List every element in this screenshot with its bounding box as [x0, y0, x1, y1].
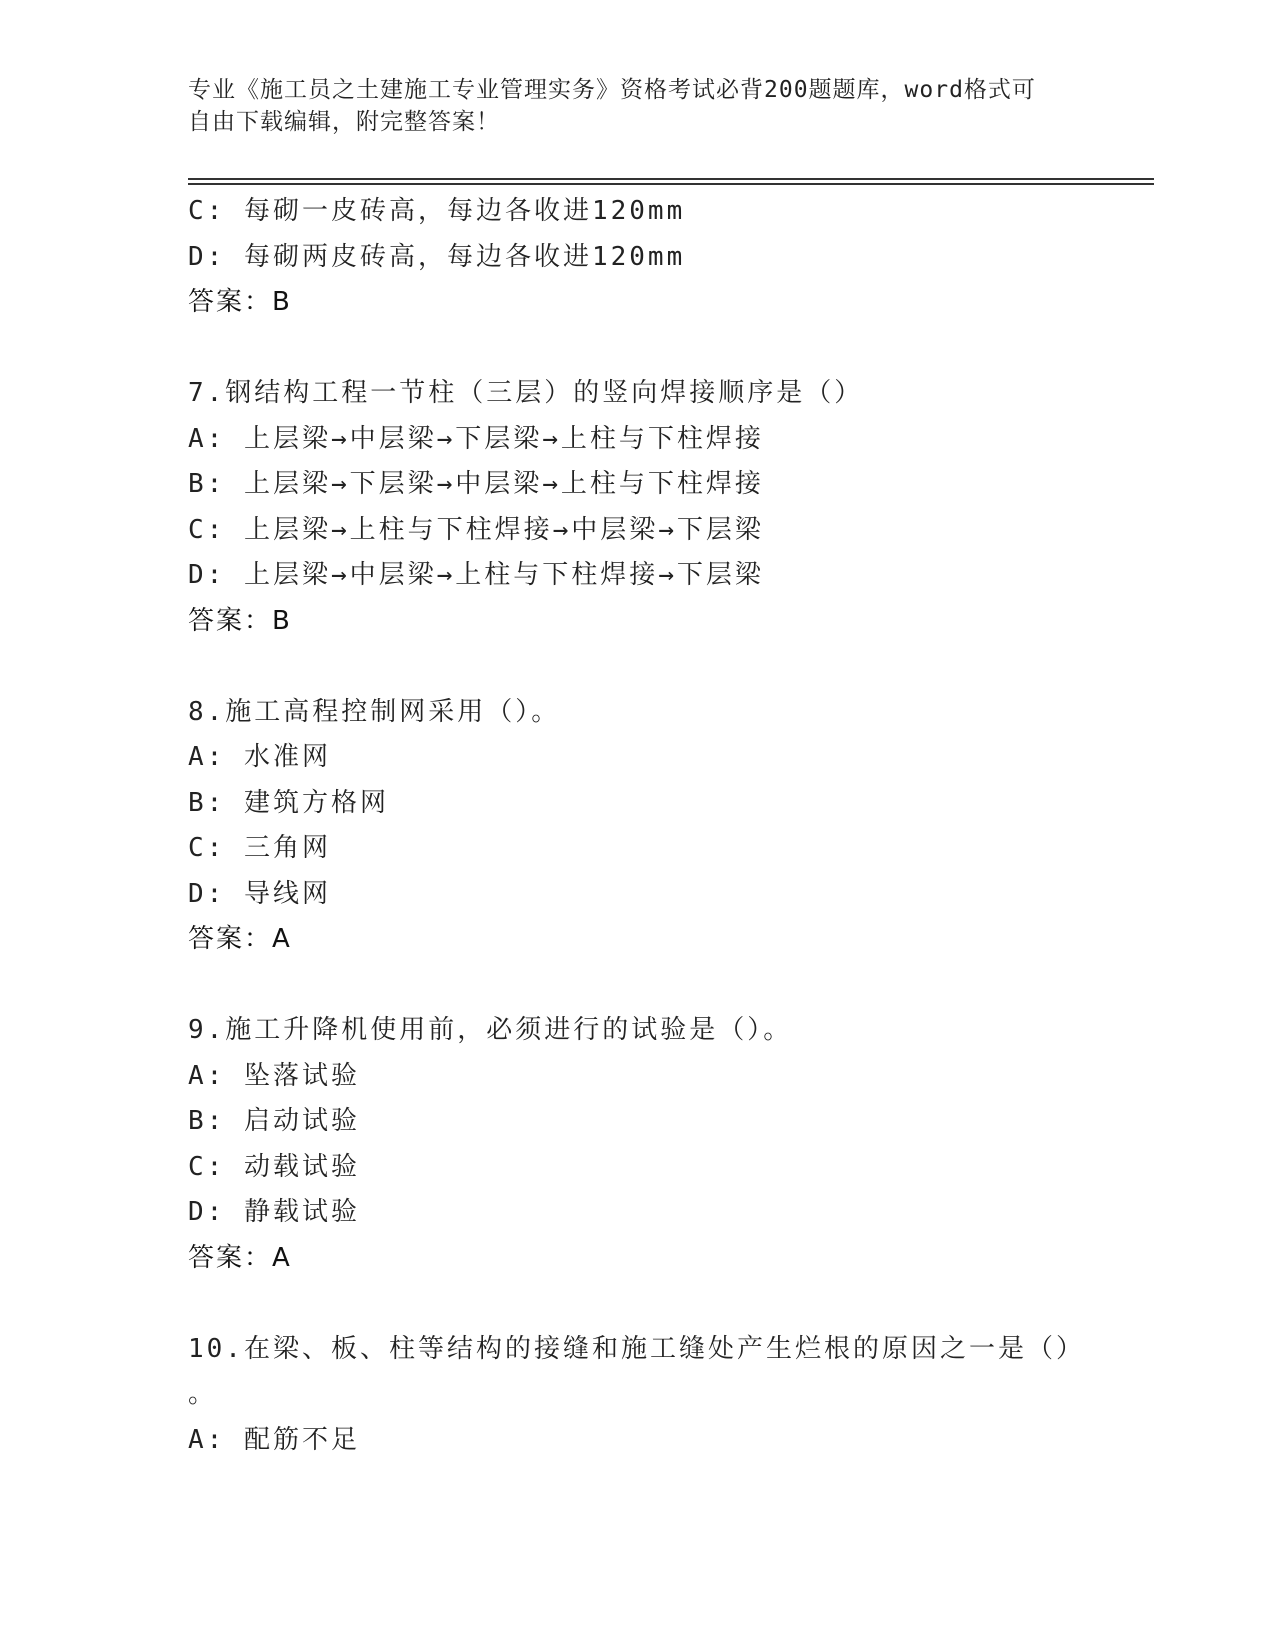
option-c: C: 三角网: [188, 833, 331, 863]
question-8: [188, 690, 1088, 963]
option-a: A: 水准网: [188, 742, 331, 772]
option-a: A: 上层梁→中层梁→下层梁→上柱与下柱焊接: [188, 423, 764, 454]
answer-line: 答案：A: [188, 1242, 292, 1273]
header-title-line-2: 自由下载编辑，附完整答案！: [188, 109, 500, 135]
option-b: B: 建筑方格网: [188, 787, 389, 818]
option-c: C: 上层梁→上柱与下柱焊接→中层梁→下层梁: [188, 514, 764, 545]
spacer: [188, 1281, 1088, 1327]
option-a: A: 配筋不足: [188, 1424, 360, 1455]
question-7: [188, 371, 1088, 644]
question-9: [188, 1008, 1088, 1281]
option-d: D: 每砌两皮砖高，每边各收进120mm: [188, 241, 686, 272]
option-d: D: 上层梁→中层梁→上柱与下柱焊接→下层梁: [188, 560, 764, 590]
spacer: [188, 963, 1088, 1009]
option-b: B: 上层梁→下层梁→中层梁→上柱与下柱焊接: [188, 469, 764, 499]
option-d: D: 静载试验: [188, 1197, 360, 1227]
header-title-line-1: 专业《施工员之土建施工专业管理实务》资格考试必背200题题库，word格式可: [188, 77, 1036, 103]
option-d: D: 导线网: [188, 878, 331, 909]
answer-line: 答案：A: [188, 924, 292, 954]
question-text: 10.在梁、板、柱等结构的接缝和施工缝处产生烂根的原因之一是（）: [188, 1333, 1085, 1364]
question-text: 8.施工高程控制网采用（）。: [188, 696, 561, 727]
spacer: [188, 326, 1088, 372]
answer-line: 答案：B: [188, 287, 292, 317]
question-list: [188, 189, 1088, 1463]
page-header: [188, 74, 1088, 138]
header-divider-top: [188, 178, 1154, 180]
question-text-continuation: 。: [188, 1379, 215, 1409]
header-divider-bottom: [188, 183, 1154, 185]
question-text: 9.施工升降机使用前，必须进行的试验是（）。: [188, 1015, 793, 1045]
option-c: C: 动载试验: [188, 1151, 360, 1182]
answer-line: 答案：B: [188, 605, 292, 636]
option-c: C: 每砌一皮砖高，每边各收进120mm: [188, 196, 686, 226]
question-10: [188, 1327, 1088, 1464]
option-b: B: 启动试验: [188, 1106, 360, 1136]
spacer: [188, 644, 1088, 690]
question-text: 7.钢结构工程一节柱（三层）的竖向焊接顺序是（）: [188, 378, 864, 408]
question-6-tail: [188, 189, 1088, 326]
option-a: A: 坠落试验: [188, 1060, 360, 1091]
